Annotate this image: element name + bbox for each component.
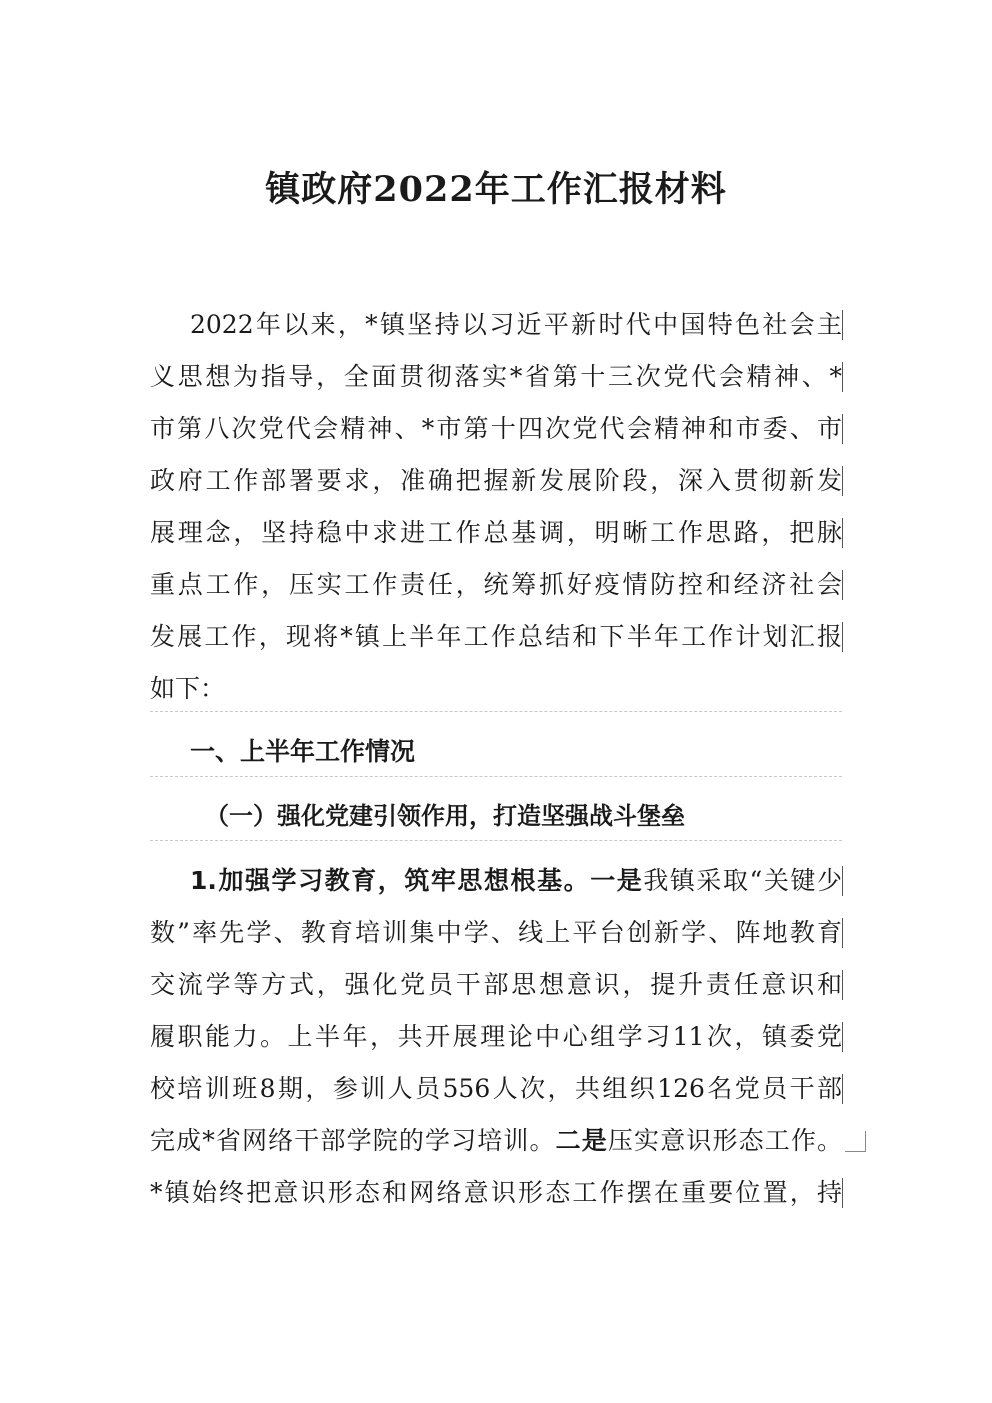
margin-bar [842,918,843,948]
intro-line: 展理念，坚持稳中求进工作总基调，明晰工作思路，把脉 [150,518,842,547]
intro-line: 2022年以来，*镇坚持以习近平新时代中国特色社会主 [190,310,842,339]
margin-bar [842,362,843,392]
section-heading: 一、上半年工作情况 [190,737,416,766]
margin-bar [842,518,843,548]
intro-line: 政府工作部署要求，准确把握新发展阶段，深入贯彻新发 [150,466,842,495]
margin-bar [842,1022,843,1052]
margin-bar [842,1074,843,1104]
item-line: 数”率先学、教育培训集中学、线上平台创新学、阵地教育 [150,918,842,947]
item-line [150,1121,842,1161]
paragraph-end-mark [845,1131,866,1152]
margin-bar [842,414,843,444]
intro-line: 如下： [150,674,226,703]
intro-line: 重点工作，压实工作责任，统筹抓好疫情防控和经济社会 [150,570,842,599]
intro-line: 发展工作，现将*镇上半年工作总结和下半年工作计划汇报 [150,622,842,651]
margin-bar [842,466,843,496]
item-line: 校培训班8期，参训人员556人次，共组织126名党员干部 [150,1074,842,1103]
item-line: 交流学等方式，强化党员干部思想意识，提升责任意识和 [150,970,842,999]
paragraph-divider [150,776,842,777]
item-bold-lead: 1.加强学习教育，筑牢思想根基。一是 [190,866,644,895]
item-line-text: 我镇采取“关键少 [643,866,842,895]
margin-bar [842,866,843,896]
margin-bar [842,1178,843,1208]
item-line-text: 压实意识形态工作。 [607,1126,842,1155]
item-bold-marker: 二是 [555,1126,608,1155]
item-line: 履职能力。上半年，共开展理论中心组学习11次，镇委党 [150,1022,842,1051]
item-line: *镇始终把意识形态和网络意识形态工作摆在重要位置，持 [150,1178,842,1207]
item-line-text: 完成*省网络干部学院的学习培训。 [150,1126,556,1155]
paragraph-divider [150,711,842,712]
paragraph-divider [150,840,842,841]
margin-bar [842,310,843,340]
item-line [190,861,842,901]
subsection-heading: （一）强化党建引领作用，打造坚强战斗堡垒 [205,802,685,830]
margin-bar [842,970,843,1000]
document-title: 镇政府2022年工作汇报材料 [265,169,727,210]
intro-line: 义思想为指导，全面贯彻落实*省第十三次党代会精神、* [150,362,842,391]
intro-line: 市第八次党代会精神、*市第十四次党代会精神和市委、市 [150,414,842,443]
margin-bar [842,570,843,600]
margin-bar [842,622,843,652]
